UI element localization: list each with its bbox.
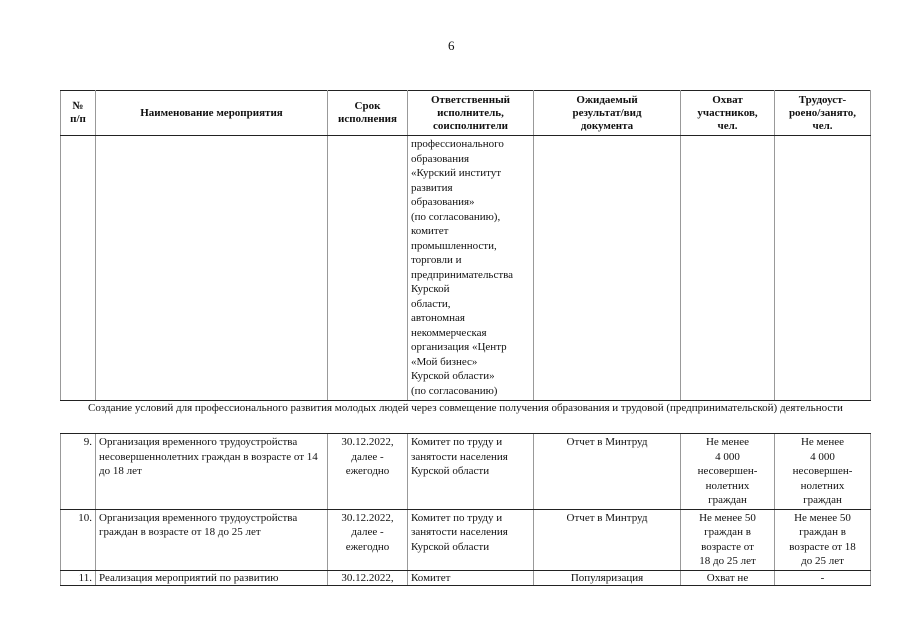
cell-result: Популяризация bbox=[534, 570, 681, 585]
cell-name: Реализация мероприятий по развитию bbox=[96, 570, 328, 585]
cell-coverage: Охват не bbox=[681, 570, 775, 585]
cell-employed: Не менее 50 граждан в возрасте от 18 до 25 лет bbox=[775, 509, 871, 570]
header-result: Ожидаемый результат/вид документа bbox=[534, 91, 681, 136]
cell-term: 30.12.2022, далее - ежегодно bbox=[328, 434, 408, 510]
cell-term: 30.12.2022, bbox=[328, 570, 408, 585]
table-row bbox=[61, 434, 871, 510]
section-row bbox=[61, 401, 871, 434]
cell-coverage: Не менее 4 000 несовершен- нолетних граждан bbox=[681, 434, 775, 510]
header-coverage: Охват участников, чел. bbox=[681, 91, 775, 136]
cell-num: 9. bbox=[61, 434, 96, 510]
cell-result: Отчет в Минтруд bbox=[534, 509, 681, 570]
cell-num: 10. bbox=[61, 509, 96, 570]
cell-responsible: профессионального образования «Курский институт развития образования» (по согласованию), комитет промышленности, торговли и предпринимательства Курской области, автономная некоммерческая организация «Центр «Мой бизнес» Курской области» (по согласованию) bbox=[408, 136, 534, 401]
cell-name: Организация временного трудоустройства граждан в возрасте от 18 до 25 лет bbox=[96, 509, 328, 570]
header-employed: Трудоуст- роено/занято, чел. bbox=[775, 91, 871, 136]
cell-employed: - bbox=[775, 570, 871, 585]
header-term: Срок исполнения bbox=[328, 91, 408, 136]
table-header-row bbox=[61, 91, 871, 136]
table-row bbox=[61, 570, 871, 585]
table-row bbox=[61, 509, 871, 570]
cell-result: Отчет в Минтруд bbox=[534, 434, 681, 510]
cell-responsible: Комитет bbox=[408, 570, 534, 585]
header-name: Наименование мероприятия bbox=[96, 91, 328, 136]
header-num: № п/п bbox=[61, 91, 96, 136]
cell-num: 11. bbox=[61, 570, 96, 585]
cell-responsible: Комитет по труду и занятости населения Курской области bbox=[408, 509, 534, 570]
header-responsible: Ответственный исполнитель, соисполнители bbox=[408, 91, 534, 136]
cell-responsible: Комитет по труду и занятости населения Курской области bbox=[408, 434, 534, 510]
events-table bbox=[60, 90, 871, 586]
page-number: 6 bbox=[448, 38, 455, 53]
cell-coverage: Не менее 50 граждан в возрасте от 18 до 25 лет bbox=[681, 509, 775, 570]
cell-employed: Не менее 4 000 несовершен- нолетних граждан bbox=[775, 434, 871, 510]
cell-term: 30.12.2022, далее - ежегодно bbox=[328, 509, 408, 570]
table-row-continuation bbox=[61, 136, 871, 401]
section-title: Создание условий для профессионального развития молодых людей через совмещение получения образования и трудовой (предпринимательской) деятельности bbox=[61, 401, 871, 434]
cell-name: Организация временного трудоустройства несовершеннолетних граждан в возрасте от 14 до 18 лет bbox=[96, 434, 328, 510]
